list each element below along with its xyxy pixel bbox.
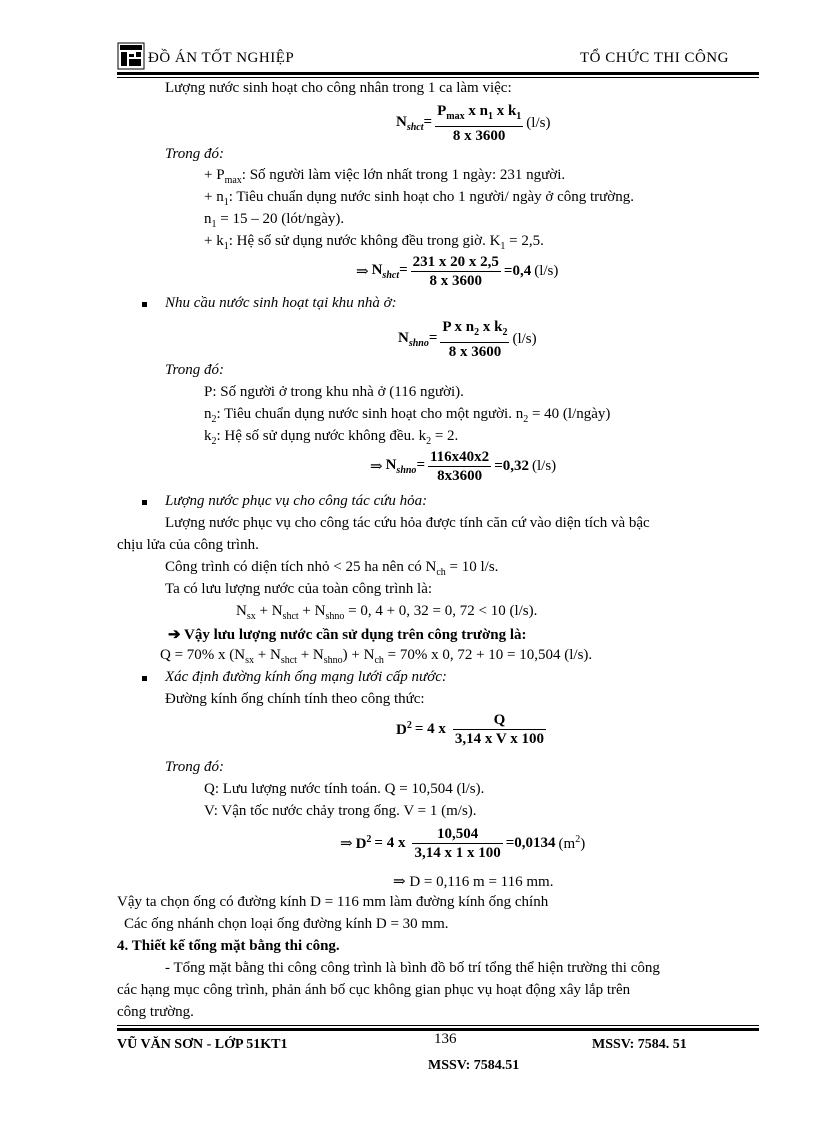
formula-nshct: $N_{shct}=$ $\frac{P_{max} x n_1 x k_1}{8 x 3600}$ (l/s) (396, 103, 551, 144)
bullet-icon (142, 302, 147, 307)
school-emblem-icon (117, 42, 145, 70)
footer-author: VŨ VĂN SƠN - LỚP 51KT1 (117, 1037, 288, 1052)
section-heading: Xác định đường kính ống mạng lưới cấp nước: (165, 669, 447, 685)
text-line: V: Vận tốc nước chảy trong ống. V = 1 (m/s). (204, 803, 477, 819)
header-left-title: ĐỒ ÁN TỐT NGHIỆP (148, 50, 295, 66)
header-rule-thick (117, 72, 759, 75)
trong-do-label: Trong đó: (165, 362, 225, 378)
bullet-icon (142, 500, 147, 505)
formula-d2: $D^2$ = 4 x $\frac{Q}{\text{3,14 x V x 100}}$ (396, 712, 544, 747)
page-number: 136 (434, 1031, 457, 1047)
text-line: $n_2$: Tiêu chuẩn dụng nước sinh hoạt cho một người. $n_2 = 40$ (l/ngày) (204, 406, 611, 425)
text-line: công trường. (117, 1004, 194, 1020)
text-line: Lượng nước phục vụ cho công tác cứu hỏa được tính căn cứ vào diện tích và bậc (165, 515, 650, 531)
text-line: P: Số người ở trong khu nhà ở (116 người). (204, 384, 464, 400)
text-line: Lượng nước sinh hoạt cho công nhân trong 1 ca làm việc: (165, 80, 512, 96)
text-line: - Tổng mặt bằng thi công công trình là bình đồ bố trí tổng thể hiện trường thi công (165, 960, 660, 976)
text-line: chịu lửa của công trình. (117, 537, 259, 553)
text-line: ⇒ D = 0,116 m = 116 mm. (393, 874, 554, 890)
footer-mssv-center: MSSV: 7584.51 (428, 1058, 520, 1073)
text-line: Q: Lưu lượng nước tính toán. Q = 10,504 (l/s). (204, 781, 485, 797)
trong-do-label: Trong đó: (165, 759, 225, 775)
text-line: $N_{sx} + N_{shct} + N_{shno} = 0$, 4 + 0, 32 = 0, 72 < 10 (l/s). (236, 603, 538, 622)
formula-nshno-result: ⇒ $N_{shno}=$ $\frac{116x40x2}{8x3600}$ =0,32 (l/s) (370, 449, 557, 484)
text-line: các hạng mục công trình, phản ánh bố cục không gian phục vụ hoạt động xây lắp trên (117, 982, 631, 998)
section-heading: Nhu cầu nước sinh hoạt tại khu nhà ở: (165, 295, 397, 311)
section-heading: Lượng nước phục vụ cho công tác cứu hỏa: (165, 493, 428, 509)
footer-mssv: MSSV: 7584. 51 (592, 1037, 687, 1052)
text-line: Ta có lưu lượng nước của toàn công trình là: (165, 581, 433, 597)
text-line: + $P_{max}$: Số người làm việc lớn nhất trong 1 ngày: 231 người. (204, 167, 566, 186)
header-right-title: TỔ CHỨC THI CÔNG (580, 50, 729, 66)
text-line: Các ống nhánh chọn loại ống đường kính D = 30 mm. (124, 916, 449, 932)
text-line: $k_2$: Hệ số sử dụng nước không đều. $k_2 = 2$. (204, 428, 459, 447)
text-line: + $k_1$: Hệ số sử dụng nước không đều trong giờ. $K_1 = 2,5$. (204, 233, 544, 252)
text-line: Q = 70% x $(N_{sx} + N_{shct} + N_{shno}) + N_{ch} = 70\%$ x 0, 72 + 10 = 10,504 (l/s). (160, 647, 593, 666)
footer-rule-thin (117, 1025, 759, 1026)
section-title: 4. Thiết kế tổng mặt bằng thi công. (117, 938, 340, 954)
bullet-icon (142, 676, 147, 681)
formula-d2-result: ⇒ $D^2$ = 4 x $\frac{10,504}{3,14 x 1 x 100}$ =0,0134 $(m^2)$ (340, 826, 586, 861)
formula-nshno: $N_{shno}=$ $\frac{P x n_2 x k_2}{8 x 3600}$ (l/s) (398, 319, 537, 360)
text-line: $n_1 = 15 - 20$ (lót/ngày). (204, 211, 345, 230)
conclusion-line: ➔ Vậy lưu lượng nước cần sử dụng trên công trường là: (168, 627, 527, 643)
text-line: Công trình có diện tích nhỏ < 25 ha nên có $N_{ch} = 10$ l/s. (165, 559, 499, 578)
text-line: Vậy ta chọn ống có đường kính D = 116 mm làm đường kính ống chính (117, 894, 549, 910)
header-rule-thin (117, 77, 759, 78)
text-line: + $n_1$: Tiêu chuẩn dụng nước sinh hoạt cho 1 người/ ngày ở công trường. (204, 189, 634, 208)
trong-do-label: Trong đó: (165, 146, 225, 162)
text-line: Đường kính ống chính tính theo công thức: (165, 691, 425, 707)
formula-nshct-result: ⇒ $N_{shct}=$ $\frac{231 x 20 x 2,5}{8 x 3600}$ =0,4 (l/s) (356, 254, 559, 289)
